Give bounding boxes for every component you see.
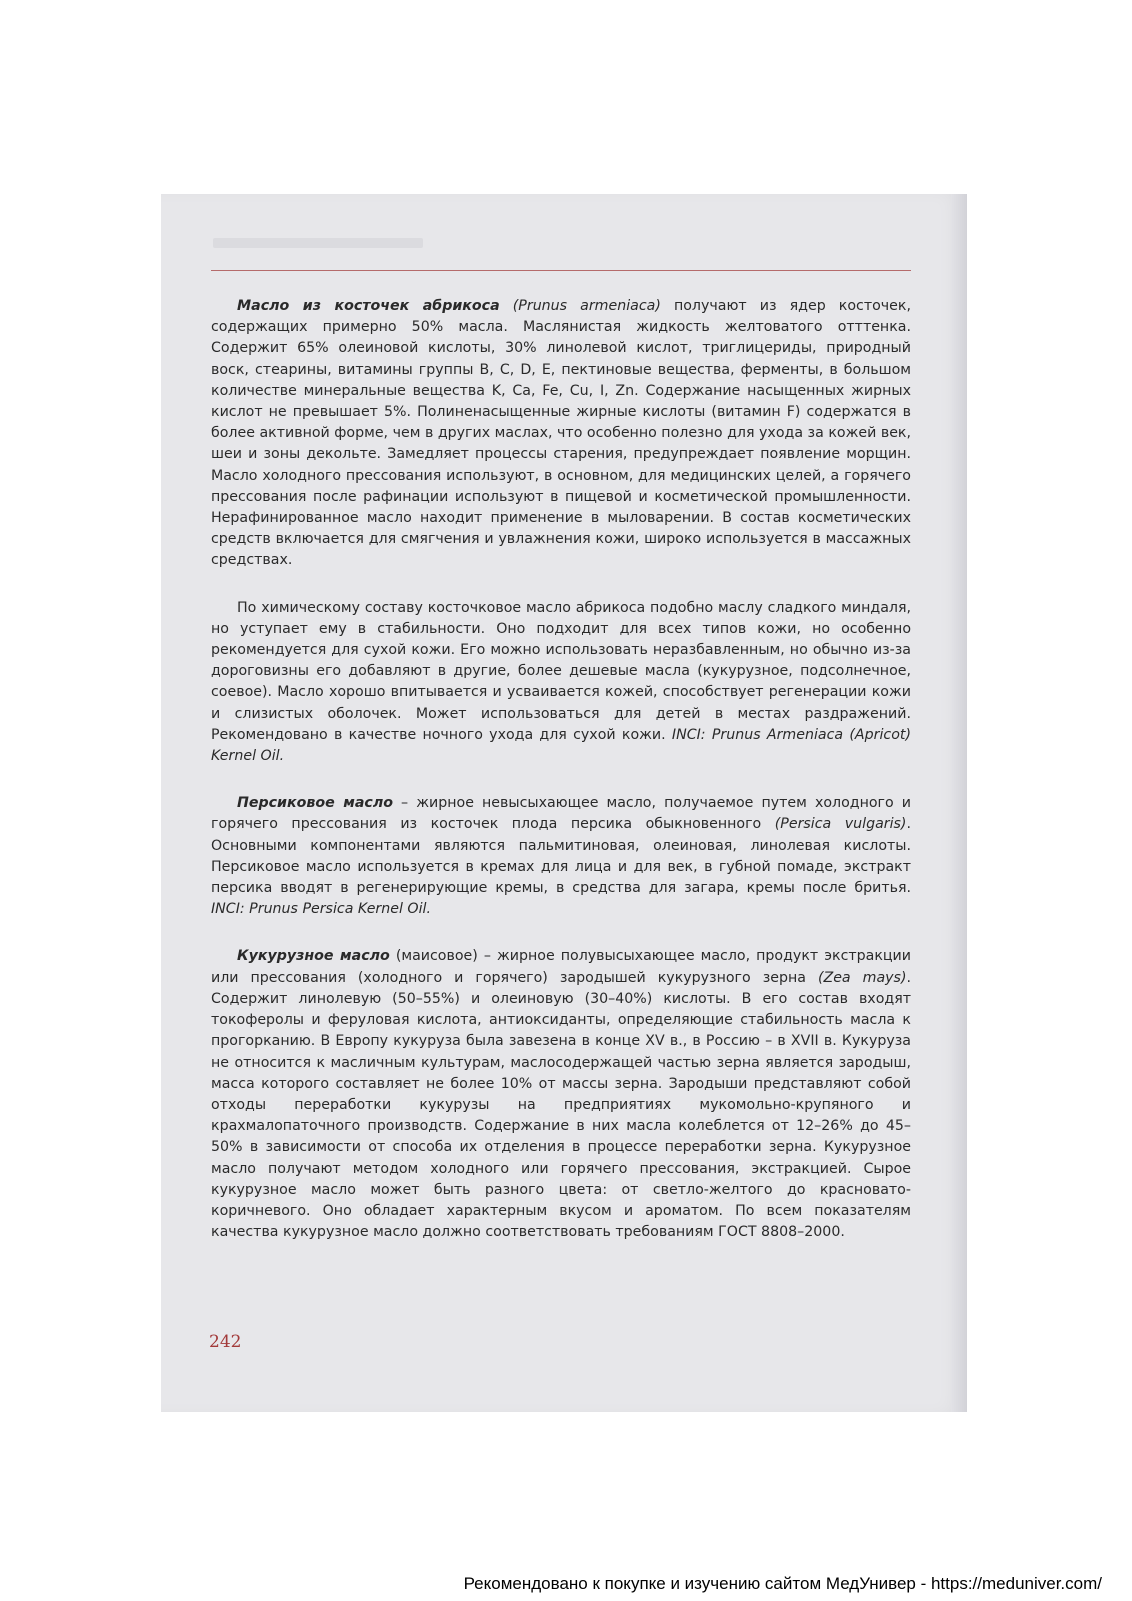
- paragraph-text: Масло из косточек абрикоса: [237, 298, 500, 314]
- paragraph-text: (Zea mays): [817, 969, 907, 986]
- page-number: 242: [209, 1332, 242, 1352]
- paragraph-corn-oil: [211, 946, 911, 1243]
- paragraph-text: (Persica vulgaris): [774, 816, 907, 833]
- paragraph-text: Персиковое масло: [237, 795, 393, 812]
- paragraph-text: INCI: Prunus Persica Kernel Oil.: [211, 901, 431, 918]
- paragraph-peach-oil: [211, 793, 911, 920]
- running-header-bleed: [213, 238, 423, 248]
- paragraph-text: (Prunus armeniaca): [512, 298, 661, 314]
- paragraph-text: Кукурузное масло: [237, 948, 390, 965]
- paragraph-apricot-oil: [211, 296, 911, 572]
- paragraph-text: По химическому составу косточковое масло абрикоса подобно маслу сладкого миндаля, но уступает ему в стабильности. Оно подходит для всех типов кожи, но особенно рекомендуется для сухой кожи. Его можно использовать неразбавленным, но обычно из-за дороговизны его добавляют в другие, более дешевые масла (кукурузное, подсолнечное, соевое). Масло хорошо впитывается и усваивается кожей, способствует регенерации кожи и слизистых оболочек. Может использоваться для детей в местах раздражений. Рекомендовано в качестве ночного ухода для сухой кожи.: [211, 599, 911, 743]
- paragraph-text: . Содержит линолевую (50–55%) и олеиновую (30–40%) кислоты. В его состав входят токоферолы и феруловая кислота, антиоксиданты, определяющие стабильность масла к прогорканию. В Европу кукуруза была завезена в конце XV в., в Россию – в XVII в. Кукуруза не относится к масличным культурам, маслосодержащей частью зерна является зародыш, масса которого составляет не более 10% от массы зерна. Зародыши представляют собой отходы переработки кукурузы на предприятиях мукомольно-крупяного и крахмалопаточного производств. Содержание в них масла колеблется от 12–26% до 45–50% в зависимости от способа их отделения в процессе переработки зерна. Кукурузное масло получают методом холодного или горячего прессования, экстракцией. Сырое кукурузное масло может быть разного цвета: от светло-желтого до красновато-коричневого. Оно обладает характерным вкусом и ароматом. По всем показателям качества кукурузное масло должно соответствовать требованиям ГОСТ 8808–2000.: [211, 969, 911, 1241]
- paragraph-text: – жирное невысыхающее масло, получаемое путем холодного и горячего прессования из косточек плода персика обыкновенного: [211, 795, 911, 833]
- scanned-page: [161, 194, 967, 1412]
- book-spine-shadow: [951, 194, 967, 1412]
- promo-footer: Рекомендовано к покупке и изучению сайтом МедУнивер - https://meduniver.com/: [463, 1574, 1102, 1593]
- paragraph-text: [500, 298, 513, 314]
- paragraph-text: получают из ядер косточек, содержащих примерно 50% масла. Маслянистая жидкость желтоватого отттенка. Содержит 65% олеиновой кислоты, 30% линолевой кислот, триглицериды, природный воск, стеарины, витамины группы B, C, D, E, пектиновые вещества, ферменты, в большом количестве минеральные вещества K, Ca, Fe, Cu, I, Zn. Содержание насыщенных жирных кислот не превышает 5%. Полиненасыщенные жирные кислоты (витамин F) содержатся в более активной форме, чем в других маслах, что особенно полезно для ухода за кожей век, шеи и зоны декольте. Замедляет процессы старения, предупреждает появление морщин. Масло холодного прессования используют, в основном, для медицинских целей, а горячего прессования после рафинации используют в пищевой и косметической промышленности. Нерафинированное масло находит применение в мыловарении. В состав косметических средств включается для смягчения и увлажнения кожи, широко используется в массажных средствах.: [211, 298, 911, 569]
- paragraph-apricot-composition: [211, 598, 911, 768]
- paragraph-text: INCI: Prunus Armeniaca (Apricot) Kernel Oil.: [211, 726, 911, 765]
- paragraph-text: . Основными компонентами являются пальмитиновая, олеиновая, линолевая кислоты. Персиковое масло используется в кремах для лица и для век, в губной помаде, экстракт персика вводят в регенерирующие кремы, в средства для загара, кремы после бритья.: [211, 816, 911, 897]
- page-body: [211, 296, 911, 1269]
- paragraph-text: (маисовое) – жирное полувысыхающее масло, продукт экстракции или прессования (холодного и горячего) зародышей кукурузного зерна: [211, 948, 911, 986]
- header-rule: [211, 270, 911, 271]
